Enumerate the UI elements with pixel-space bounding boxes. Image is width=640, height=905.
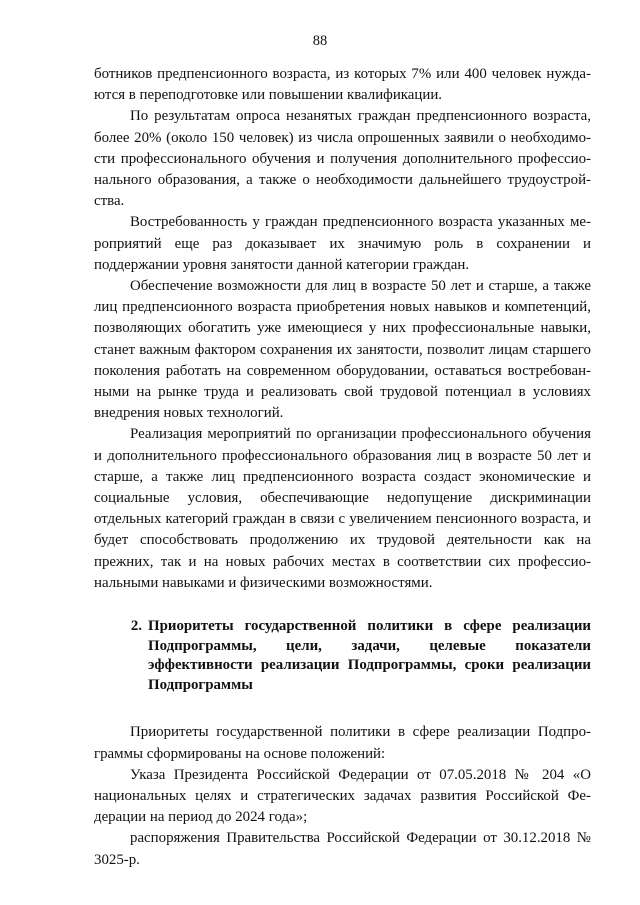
paragraph-priorities: Приоритеты государственной политики в сфере реализации Подпро-граммы сформированы на основе положений: [94,724,591,762]
section-heading [94,617,591,695]
paragraph-demand: Востребованность у граждан предпенсионного возраста указанных ме-роприятий еще раз доказывает их значимую роль в сохранении и поддержании уровня занятости данной категории граждан. [94,214,591,273]
page-number: 88 [312,33,328,49]
paragraph-decree: Указа Президента Российской Федерации от 07.05.2018 № 204 «О национальных целях и стратегических задачах развития Российской Фе-дерации на период до 2024 года»; [94,766,591,826]
paragraph-implementation: Реализация мероприятий по организации профессионального обучения и дополнительного профессионального образования лиц в возрасте 50 лет и старше, а также лиц предпенсионного возраста создаст экономические и социальные условия, обеспечивающие недопущение дискриминации отдельных категорий граждан в связи с увеличением пенсионного возраста, и будет способствовать продолжению их трудовой деятельности как на прежних, так и на новых рабочих местах в соответствии сих профессио-нальными навыками и физическими возможностями. [94,426,591,591]
paragraph-survey-results: По результатам опроса незанятых граждан предпенсионного возраста, более 20% (около 150 человек) из числа опрошенных заявили о необходимо-сти профессионального обучения и получения дополнительного профессио-нального образования, а также о необходимости дальнейшего трудоустрой-ства. [94,108,591,210]
section-title: Приоритеты государственной политики в сфере реализации Подпрограммы, цели, задачи, целевые показатели эффективности реализации Подпрограммы, сроки реализации Подпрограммы [148,618,591,693]
paragraph-continuation: ботников предпенсионного возраста, из которых 7% или 400 человек нужда-ются в переподготовке или повышении квалификации. [94,66,591,104]
section-number: 2. [130,618,142,635]
paragraph-government-order: распоряжения Правительства Российской Федерации от 30.12.2018 № 3025-р. [94,830,591,868]
document-body [94,64,591,871]
paragraph-opportunities: Обеспечение возможности для лиц в возрасте 50 лет и старше, а также лиц предпенсионного возраста приобретения новых навыков и компетенций, позволяющих обогатить уже имеющиеся у них профессиональные навыки, станет важным фактором сохранения их занятости, позволит лицам старшего поколения работать на современном оборудовании, оставаться востребован-ными на рынке труда и реализовать свой трудовой потенциал в условиях внедрения новых технологий. [94,278,591,422]
